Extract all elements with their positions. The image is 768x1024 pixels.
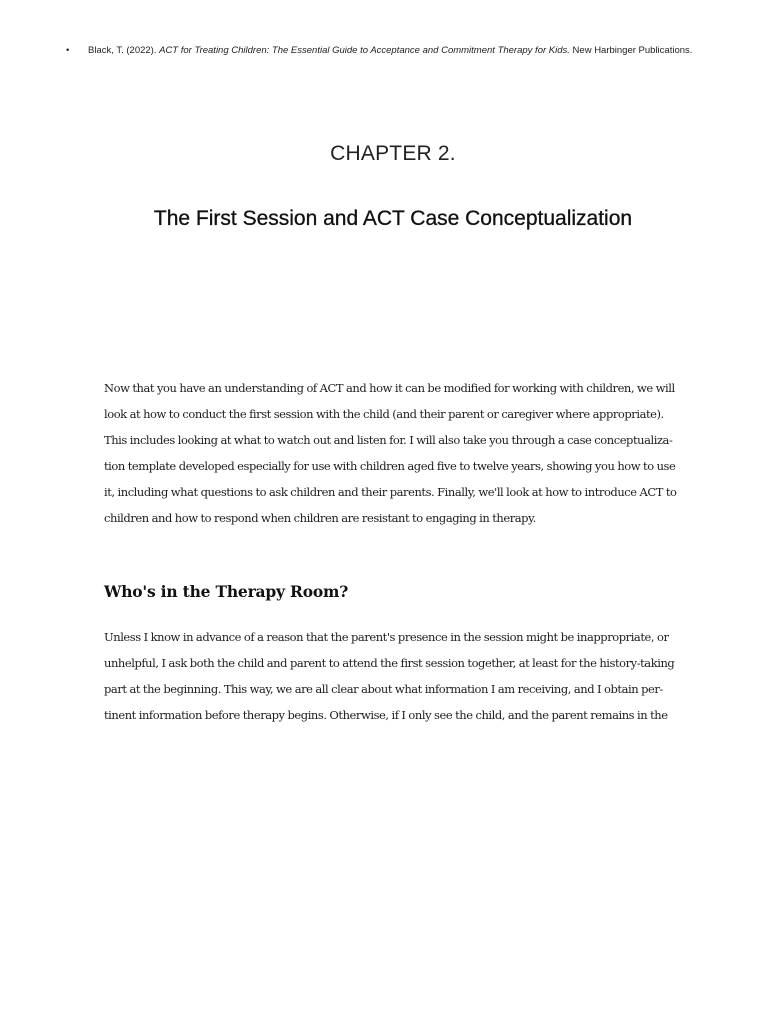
section-heading: Who's in the Therapy Room? [104, 582, 349, 601]
paragraph-line: tion template developed especially for use with children aged five to twelve years, showing you how to use [104, 459, 676, 473]
citation-publisher: New Harbinger Publications. [569, 45, 693, 56]
paragraph-line: Unless I know in advance of a reason that the parent's presence in the session might be inappropriate, or [104, 630, 669, 644]
chapter-number: CHAPTER 2. [330, 142, 456, 165]
paragraph-line: part at the beginning. This way, we are all clear about what information I am receiving, and I obtain per- [104, 682, 663, 696]
paragraph-line: This includes looking at what to watch out and listen for. I will also take you through a case conceptualiza- [104, 433, 673, 447]
paragraph-line: tinent information before therapy begins. Otherwise, if I only see the child, and the parent remains in the [104, 708, 668, 722]
citation-book-title: ACT for Treating Children: The Essential Guide to Acceptance and Commitment Therapy for Kids. [159, 45, 570, 56]
paragraph-line: it, including what questions to ask children and their parents. Finally, we'll look at how to introduce ACT to [104, 485, 677, 499]
citation-author-year: Black, T. (2022). [88, 45, 160, 56]
bullet-marker: • [66, 45, 70, 56]
intro-paragraph [104, 375, 694, 531]
chapter-title: The First Session and ACT Case Conceptualization [153, 207, 633, 230]
paragraph-line: look at how to conduct the first session with the child (and their parent or caregiver where appropriate). [104, 407, 664, 421]
citation-entry [66, 44, 746, 58]
paragraph-line: unhelpful, I ask both the child and parent to attend the first session together, at least for the history-taking [104, 656, 675, 670]
paragraph-line: Now that you have an understanding of ACT and how it can be modified for working with children, we will [104, 381, 675, 395]
therapy-room-paragraph [104, 624, 694, 728]
paragraph-line: children and how to respond when children are resistant to engaging in therapy. [104, 511, 536, 525]
